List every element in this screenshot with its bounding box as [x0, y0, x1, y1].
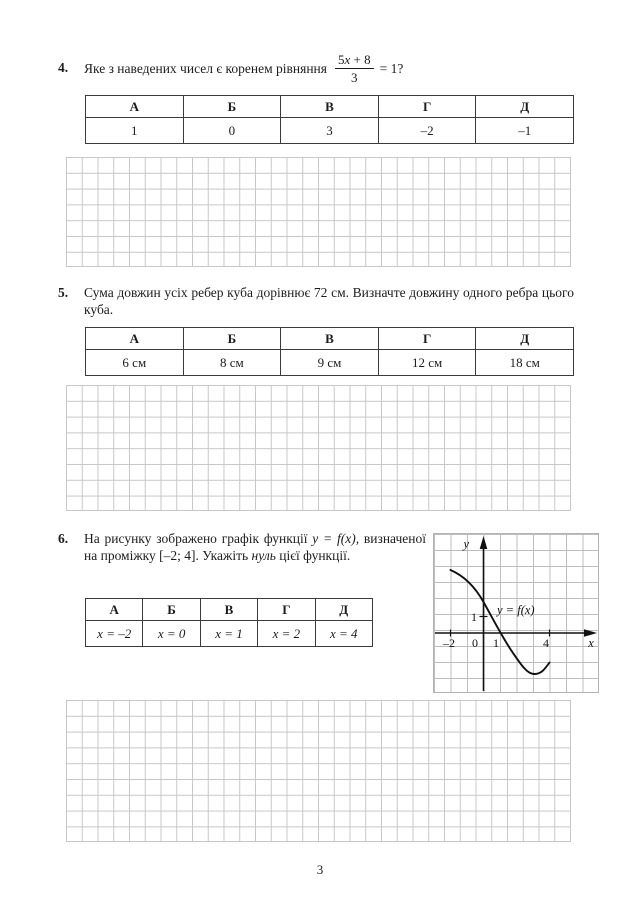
table-header-row: [86, 599, 373, 621]
table-answer-row: [86, 350, 574, 376]
function-curve: [451, 570, 550, 674]
option-value: x = 1: [200, 621, 257, 647]
question-4-stem: Яке з наведених чисел є коренем рівняння: [84, 60, 327, 76]
option-value: –1: [476, 118, 574, 144]
question-6-number: 6.: [58, 531, 69, 546]
option-letter: Б: [143, 599, 200, 621]
option-letter: А: [86, 96, 184, 118]
option-value: 0: [183, 118, 281, 144]
y-axis-label: y: [463, 537, 469, 551]
question-5-text: Сума довжин усіх ребер куба дорівнює 72 см. Визначте довжину одного ребра цього куба.: [84, 285, 574, 317]
option-value: 18 см: [476, 350, 574, 376]
option-letter: В: [281, 96, 379, 118]
function-graph-svg: [434, 534, 600, 694]
table-header-row: [86, 96, 574, 118]
option-letter: Г: [258, 599, 315, 621]
table-answer-row: [86, 118, 574, 144]
option-letter: Б: [183, 328, 281, 350]
option-letter: Г: [378, 328, 476, 350]
option-value: –2: [378, 118, 476, 144]
fraction-numerator: 5x + 8: [335, 52, 374, 69]
option-letter: Д: [476, 96, 574, 118]
option-value: 6 см: [86, 350, 184, 376]
function-notation: y = f(x),: [312, 531, 360, 546]
option-letter: Д: [476, 328, 574, 350]
emphasized-word: нуль: [251, 547, 276, 563]
curve-label: y = f(x): [497, 603, 535, 617]
worksheet-grid-2: [66, 385, 571, 511]
question-4-number: 4.: [58, 60, 69, 75]
option-letter: Д: [315, 599, 372, 621]
option-value: 12 см: [378, 350, 476, 376]
x-tick-label-minus2: –2: [443, 636, 455, 650]
question-6-text: На рисунку зображено графік функції y = f(x), визначеної на проміжку [–2; 4]. Укажіть нуль цієї функції.: [84, 531, 426, 563]
function-graph-figure: [433, 533, 599, 693]
equation-rhs: = 1?: [379, 60, 404, 76]
question-4-answer-table: [85, 95, 574, 144]
option-letter: А: [86, 328, 184, 350]
y-axis-arrow-icon: [480, 536, 488, 549]
option-value: x = 4: [315, 621, 372, 647]
equation-fraction: [335, 52, 374, 85]
option-value: x = 2: [258, 621, 315, 647]
x-tick-label-4: 4: [543, 636, 549, 650]
worksheet-grid-1: [66, 157, 571, 267]
table-header-row: [86, 328, 574, 350]
option-letter: В: [200, 599, 257, 621]
question-5-number: 5.: [58, 285, 69, 300]
table-answer-row: [86, 621, 373, 647]
worksheet-grid-3: [66, 700, 571, 842]
page-number: 3: [316, 862, 324, 877]
x-tick-label-1: 1: [493, 636, 499, 650]
option-letter: Б: [183, 96, 281, 118]
fraction-denominator: 3: [351, 70, 358, 85]
option-letter: В: [281, 328, 379, 350]
x-tick-label-0: 0: [472, 636, 478, 650]
y-tick-label-1: 1: [471, 610, 477, 624]
option-letter: Г: [378, 96, 476, 118]
option-value: 9 см: [281, 350, 379, 376]
option-value: 3: [281, 118, 379, 144]
option-value: 8 см: [183, 350, 281, 376]
question-6-answer-table: [85, 598, 373, 647]
question-5-answer-table: [85, 327, 574, 376]
option-letter: А: [86, 599, 143, 621]
option-value: 1: [86, 118, 184, 144]
option-value: x = 0: [143, 621, 200, 647]
x-axis-label: x: [588, 636, 594, 650]
question-4-text: [84, 52, 403, 85]
option-value: x = –2: [86, 621, 143, 647]
